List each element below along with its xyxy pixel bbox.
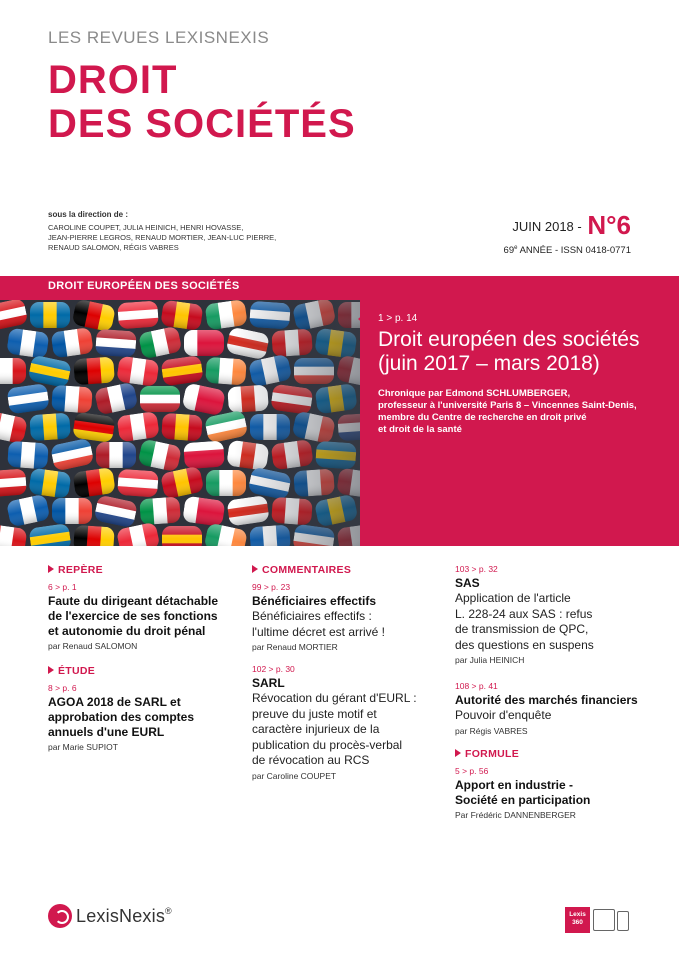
item-ref: 5 > p. 56 xyxy=(455,765,489,776)
column-1 xyxy=(48,564,238,764)
issue-year-issn: 69e ANNÉE - ISSN 0418-0771 xyxy=(503,245,631,257)
item-title: Faute du dirigeant détachable de l'exercice de ses fonctions et autonomie du droit pénal xyxy=(48,594,219,638)
direction-line-2: JEAN-PIERRE LEGROS, RENAUD MORTIER, JEAN-LUC PIERRE, xyxy=(48,233,277,242)
section-commentaires: COMMENTAIRES xyxy=(252,564,442,576)
item-author: par Régis VABRES xyxy=(455,725,528,736)
flags-photo xyxy=(0,300,360,546)
item-ref: 8 > p. 6 xyxy=(48,683,77,693)
section-etude: ÉTUDE xyxy=(48,665,238,677)
feature-author: Chronique par Edmond SCHLUMBERGER, professeur à l'université Paris 8 – Vincennes Saint-Denis, membre du Centre de recherche en droit privé et droit de la santé xyxy=(378,388,637,435)
issue-number: N°6 xyxy=(587,210,631,240)
journal-title xyxy=(48,58,356,146)
list-item[interactable] xyxy=(252,664,442,781)
series-name: LES REVUES LEXISNEXIS xyxy=(48,28,270,47)
item-title: Bénéficiaires effectifs xyxy=(252,594,377,608)
item-title: AGOA 2018 de SARL et approbation des comptes annuels d'une EURL xyxy=(48,695,195,739)
section-triangle-icon xyxy=(252,565,258,573)
device-badges xyxy=(565,905,635,935)
section-repere: REPÈRE xyxy=(48,564,238,576)
issue-date: JUIN 2018 - xyxy=(512,219,582,234)
item-ref: 108 > p. 41 xyxy=(455,681,498,691)
direction-line-3: RENAUD SALOMON, RÉGIS VABRES xyxy=(48,243,179,252)
column-3 xyxy=(455,564,645,832)
item-ref: 102 > p. 30 xyxy=(252,664,295,674)
list-item[interactable] xyxy=(455,564,645,665)
section-triangle-icon xyxy=(48,666,54,674)
item-description: Révocation du gérant d'EURL : preuve du juste motif et caractère injurieux de la publication du procès-verbal de révocation au RCS xyxy=(252,691,417,767)
direction-line-1: CAROLINE COUPET, JULIA HEINICH, HENRI HOVASSE, xyxy=(48,223,244,232)
column-2 xyxy=(252,564,442,793)
item-author: par Julia HEINICH xyxy=(455,655,525,665)
section-formule: FORMULE xyxy=(455,748,645,760)
item-description: Bénéficiaires effectifs : l'ultime décret est arrivé ! xyxy=(252,609,386,639)
lexisnexis-logo-icon xyxy=(48,904,72,928)
item-author: par Caroline COUPET xyxy=(252,770,337,781)
list-item[interactable] xyxy=(48,582,238,651)
item-author: Par Frédéric DANNENBERGER xyxy=(455,809,576,820)
feature-band-label: DROIT EUROPÉEN DES SOCIÉTÉS xyxy=(48,280,240,292)
title-line-1: DROIT xyxy=(48,58,178,102)
item-description: Pouvoir d'enquête xyxy=(455,708,552,722)
feature-ref: 1 > p. 14 xyxy=(378,313,418,324)
issue-info xyxy=(504,210,631,256)
direction-label: sous la direction de : xyxy=(48,210,129,219)
item-author: par Marie SUPIOT xyxy=(48,742,118,752)
list-item[interactable] xyxy=(455,766,645,820)
feature-headline: Droit européen des sociétés (juin 2017 – mars 2018) xyxy=(378,328,640,375)
item-author: par Renaud SALOMON xyxy=(48,641,138,651)
item-title: SAS xyxy=(455,576,480,590)
title-line-2: DES SOCIÉTÉS xyxy=(48,102,356,146)
list-item[interactable] xyxy=(252,582,442,652)
item-ref: 6 > p. 1 xyxy=(48,582,77,592)
phone-icon xyxy=(617,911,629,931)
item-title: Autorité des marchés financiers xyxy=(455,693,638,707)
item-author: par Renaud MORTIER xyxy=(252,642,338,652)
item-title: SARL xyxy=(252,676,285,690)
item-ref: 103 > p. 32 xyxy=(455,564,498,574)
section-triangle-icon xyxy=(455,749,461,757)
editorial-direction xyxy=(48,210,276,253)
section-triangle-icon xyxy=(48,565,54,573)
lexis360-badge: Lexis 360 xyxy=(565,907,590,933)
feature-pointer xyxy=(358,312,366,326)
item-title: Apport en industrie - Société en participation xyxy=(455,777,591,807)
item-ref: 99 > p. 23 xyxy=(252,582,291,592)
list-item[interactable] xyxy=(48,683,238,752)
feature-article[interactable] xyxy=(378,313,663,436)
tablet-icon xyxy=(593,909,615,931)
item-description: Application de l'article L. 228-24 aux SAS : refus de transmission de QPC, des questions en suspens xyxy=(455,591,594,652)
logo-text: LexisNexis® xyxy=(76,906,172,926)
list-item[interactable] xyxy=(455,681,645,736)
